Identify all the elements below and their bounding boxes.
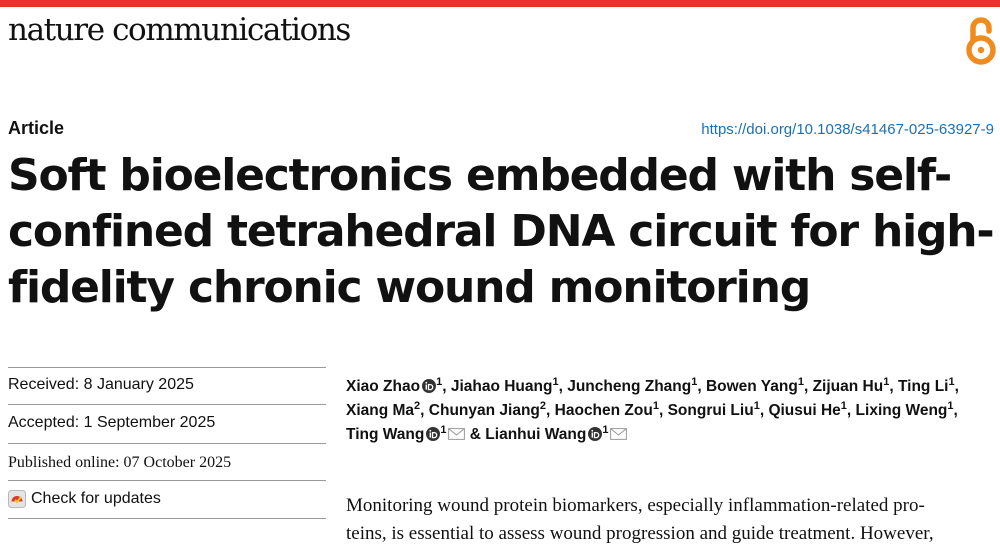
author-affiliation: 1 [948,375,955,388]
mail-icon[interactable] [448,428,465,440]
title-line: fidelity chronic wound monitoring [8,262,810,313]
article-title [8,148,998,316]
author-affiliation: 1 [840,399,847,412]
author-name[interactable]: Juncheng Zhang [567,378,692,395]
author-affiliation: 1 [436,375,443,388]
doi-link[interactable]: https://doi.org/10.1038/s41467-025-63927-9 [701,121,994,138]
author-affiliation: 1 [652,399,659,412]
orcid-icon[interactable] [426,427,440,441]
open-access-lock-icon [964,14,998,66]
check-for-updates-icon [8,490,26,508]
author-affiliation: 1 [947,399,954,412]
accepted-date: Accepted: 1 September 2025 [8,414,216,431]
author-separator: , [953,402,958,419]
orcid-icon[interactable] [422,379,436,393]
published-date: Published online: 07 October 2025 [8,454,232,471]
abstract [346,492,998,548]
journal-top-bar [0,0,1000,7]
author-separator: , [697,378,706,395]
author-row [346,423,1000,447]
author-affiliation: 1 [602,423,609,436]
author-name[interactable]: Xiang Ma [346,402,415,419]
check-for-updates-button[interactable] [8,490,318,508]
meta-divider [8,404,326,405]
author-separator: , [546,402,555,419]
author-separator: , [558,378,568,395]
meta-divider [8,480,326,481]
author-affiliation: 1 [753,399,760,412]
author-name[interactable]: Jiahao Huang [450,378,553,395]
author-separator: , [759,402,769,419]
journal-name: nature communications [8,12,350,48]
author-name[interactable]: Zijuan Hu [812,378,884,395]
author-separator: , [442,378,451,395]
author-affiliation: 1 [552,375,559,388]
mail-icon[interactable] [610,428,627,440]
author-separator: , [954,378,959,395]
meta-divider [8,518,326,519]
title-line: confined tetrahedral DNA circuit for high- [8,206,994,257]
orcid-icon[interactable] [588,427,602,441]
author-affiliation: 2 [414,399,421,412]
author-name[interactable]: Ting Li [897,378,949,395]
article-type-label: Article [8,118,65,138]
author-separator: , [889,378,898,395]
author-affiliation: 1 [691,375,698,388]
abstract-line: teins, is essential to assess wound progression and guide treatment. However, [346,523,934,544]
meta-divider [8,367,326,368]
author-name[interactable]: Songrui Liu [667,402,754,419]
author-list [346,375,1000,447]
author-separator: , [420,402,429,419]
author-name[interactable]: Bowen Yang [705,378,798,395]
author-separator: , [658,402,668,419]
meta-divider [8,443,326,444]
title-line: Soft bioelectronics embedded with self- [8,150,952,201]
author-separator: & [465,426,486,443]
author-affiliation: 1 [797,375,804,388]
abstract-line: Monitoring wound protein biomarkers, especially inflammation-related pro- [346,495,925,516]
author-name[interactable]: Ting Wang [346,426,425,443]
author-name[interactable]: Haochen Zou [554,402,653,419]
author-separator: , [803,378,813,395]
author-name[interactable]: Qiusui He [768,402,841,419]
author-name[interactable]: Chunyan Jiang [428,402,540,419]
author-row [346,375,1000,399]
author-affiliation: 1 [440,423,447,436]
check-for-updates-label: Check for updates [31,490,161,507]
author-row [346,399,1000,423]
author-name[interactable]: Lianhui Wang [485,426,587,443]
author-name[interactable]: Lixing Weng [855,402,948,419]
received-date: Received: 8 January 2025 [8,376,194,393]
author-affiliation: 1 [883,375,890,388]
author-separator: , [846,402,856,419]
author-affiliation: 2 [539,399,547,412]
author-name[interactable]: Xiao Zhao [346,378,421,395]
